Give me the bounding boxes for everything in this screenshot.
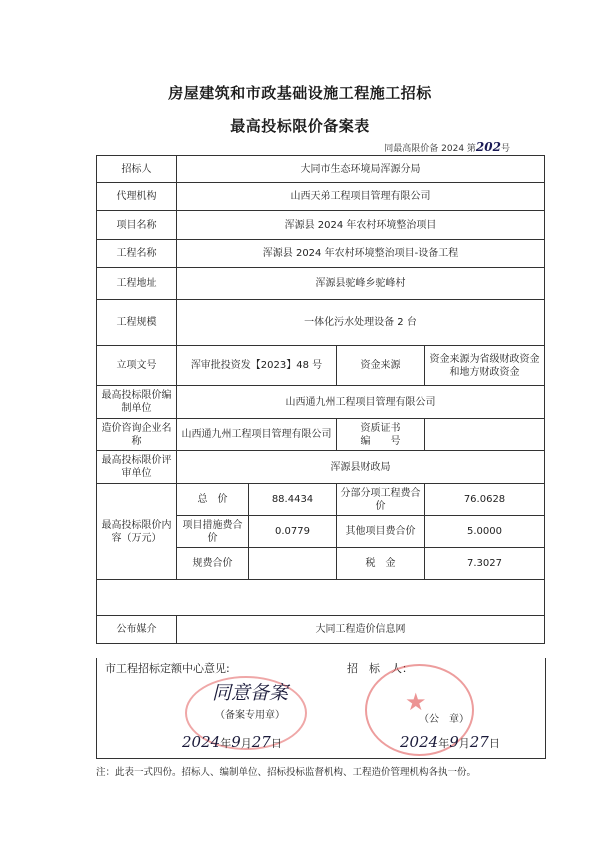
media-label: 公布媒介 — [97, 616, 177, 644]
address-label: 工程地址 — [97, 268, 177, 300]
reviewer-label: 最高投标限价评审单位 — [97, 451, 177, 484]
file-number-suffix: 号 — [500, 144, 510, 154]
tax-label: 税 金 — [337, 548, 425, 580]
filing-date-month-hand: 9 — [231, 733, 241, 751]
tenderer-sign-label: 招 标 人： — [347, 662, 413, 675]
media-value: 大同工程造价信息网 — [177, 616, 545, 644]
filing-date-day-char: 日 — [270, 737, 282, 750]
tenderer-date-month-hand: 9 — [449, 733, 459, 751]
seal-star-icon: ★ — [405, 688, 427, 716]
scale-value: 一体化污水处理设备 2 台 — [177, 300, 545, 346]
row-compiler — [97, 386, 545, 419]
fee-label: 规费合价 — [177, 548, 249, 580]
total-label: 总 价 — [177, 484, 249, 516]
filing-date — [182, 733, 282, 751]
file-number — [384, 140, 510, 154]
consult-value: 山西通九州工程项目管理有限公司 — [177, 419, 337, 451]
cert-label — [337, 419, 425, 451]
filing-seal-note: （备案专用章） — [215, 710, 285, 721]
file-number-prefix: 同最高限价备 2024 第 — [384, 144, 476, 154]
row-address — [97, 268, 545, 300]
content-label: 最高投标限价内容（万元） — [97, 484, 177, 580]
engineering-name-value: 浑源县 2024 年农村环境整治项目-设备工程 — [177, 240, 545, 268]
total-value: 88.4434 — [249, 484, 337, 516]
filing-date-month-char: 月 — [240, 737, 252, 750]
measure-value: 0.0779 — [249, 516, 337, 548]
project-name-value: 浑源县 2024 年农村环境整治项目 — [177, 211, 545, 240]
row-consult — [97, 419, 545, 451]
filing-form-table — [96, 155, 545, 644]
scale-label: 工程规模 — [97, 300, 177, 346]
filing-date-day-hand: 27 — [251, 733, 271, 751]
agency-label: 代理机构 — [97, 183, 177, 211]
document-title-line2: 最高投标限价备案表 — [230, 117, 370, 135]
filing-date-year-char: 年 — [220, 737, 232, 750]
row-project-name — [97, 211, 545, 240]
fund-value: 资金来源为省级财政资金和地方财政资金 — [425, 346, 545, 386]
subitem-label: 分部分项工程费合价 — [337, 484, 425, 516]
file-number-handwritten: 202 — [475, 140, 501, 154]
row-reviewer — [97, 451, 545, 484]
row-approval — [97, 346, 545, 386]
address-value: 浑源县驼峰乡驼峰村 — [177, 268, 545, 300]
approval-handwriting: 同意备案 — [212, 682, 289, 704]
tenderer-date — [400, 733, 500, 751]
compiler-value: 山西通九州工程项目管理有限公司 — [177, 386, 545, 419]
tenderer-date-year-char: 年 — [438, 737, 450, 750]
approval-value: 浑审批投资发【2023】48 号 — [177, 346, 337, 386]
row-total — [97, 484, 545, 516]
fund-label: 资金来源 — [337, 346, 425, 386]
filing-date-year-hand: 2024 — [182, 733, 221, 751]
document-title-line1: 房屋建筑和市政基础设施工程施工招标 — [168, 84, 432, 102]
engineering-name-label: 工程名称 — [97, 240, 177, 268]
other-value: 5.0000 — [425, 516, 545, 548]
spacer-cell — [97, 580, 545, 616]
agency-value: 山西天弟工程项目管理有限公司 — [177, 183, 545, 211]
compiler-label: 最高投标限价编制单位 — [97, 386, 177, 419]
remark-note: 注：此表一式四份。招标人、编制单位、招标投标监督机构、工程造价管理机构各执一份。 — [96, 767, 477, 778]
row-media-spacer — [97, 580, 545, 616]
tenderer-label: 招标人 — [97, 156, 177, 183]
reviewer-value: 浑源县财政局 — [177, 451, 545, 484]
row-scale — [97, 300, 545, 346]
measure-label: 项目措施费合 价 — [177, 516, 249, 548]
row-agency — [97, 183, 545, 211]
tax-value: 7.3027 — [425, 548, 545, 580]
tenderer-date-month-char: 月 — [458, 737, 470, 750]
tenderer-date-year-hand: 2024 — [400, 733, 439, 751]
cert-label-line1: 资质证书 — [360, 422, 401, 434]
quota-center-opinion-label: 市工程招标定额中心意见: — [105, 662, 230, 675]
tenderer-value: 大同市生态环境局浑源分局 — [177, 156, 545, 183]
project-name-label: 项目名称 — [97, 211, 177, 240]
row-engineering-name — [97, 240, 545, 268]
other-label: 其他项目费合价 — [337, 516, 425, 548]
row-tenderer — [97, 156, 545, 183]
consult-label: 造价咨询企业名称 — [97, 419, 177, 451]
row-media — [97, 616, 545, 644]
tenderer-date-day-hand: 27 — [469, 733, 489, 751]
fee-value — [249, 548, 337, 580]
tenderer-seal-note: （公 章） — [419, 714, 469, 725]
approval-label: 立项文号 — [97, 346, 177, 386]
subitem-value: 76.0628 — [425, 484, 545, 516]
tenderer-date-day-char: 日 — [488, 737, 500, 750]
cert-label-line2: 编 号 — [360, 435, 401, 447]
cert-value — [425, 419, 545, 451]
